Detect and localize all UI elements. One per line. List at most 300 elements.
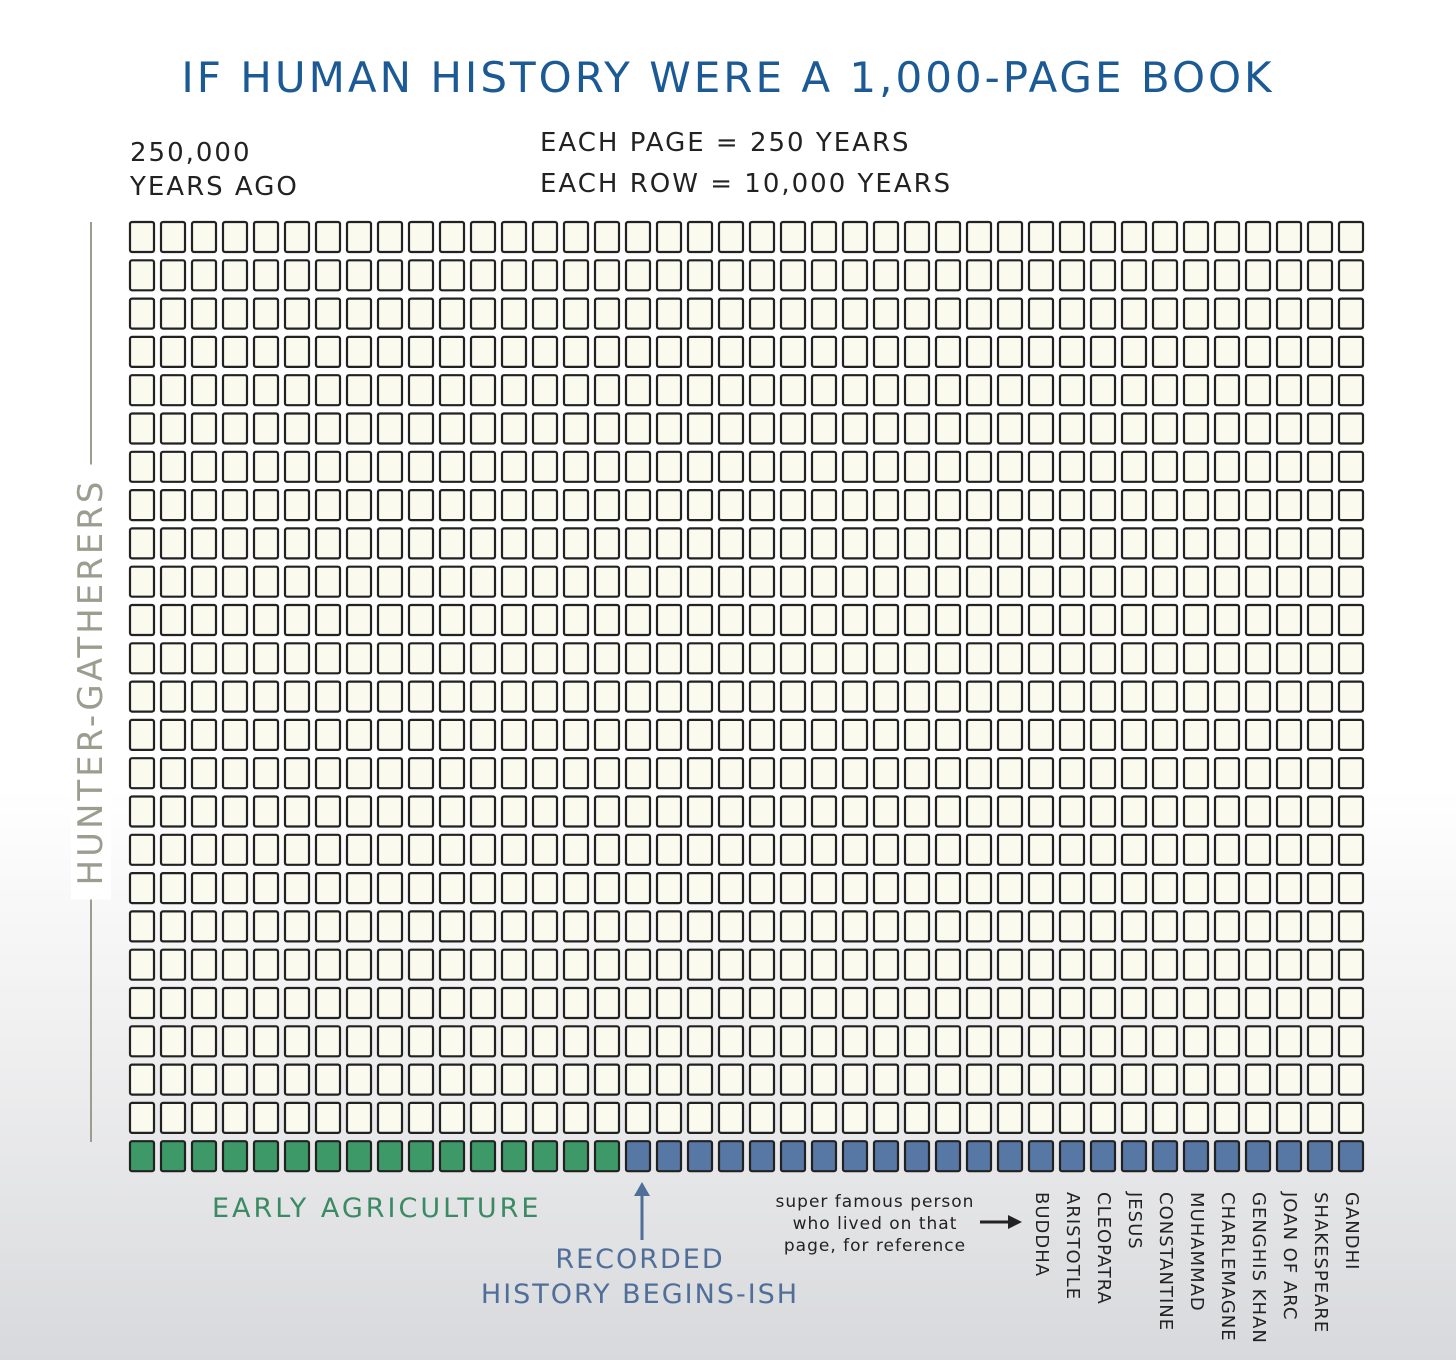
page-box: [502, 222, 526, 252]
page-box: [719, 299, 743, 329]
page-box: [1153, 375, 1177, 405]
page-box: [533, 337, 557, 367]
page-box: [130, 337, 154, 367]
page-box: [254, 950, 278, 980]
page-box: [750, 682, 774, 712]
page-box: [1339, 720, 1363, 750]
page-box: [719, 873, 743, 903]
page-box: [1029, 797, 1053, 827]
page-box: [998, 528, 1022, 558]
page-box: [471, 299, 495, 329]
page-box: [595, 1026, 619, 1056]
page-box: [1246, 911, 1270, 941]
page-box: [719, 988, 743, 1018]
page-box: [409, 873, 433, 903]
page-box: [626, 797, 650, 827]
page-box: [409, 222, 433, 252]
page-box: [781, 337, 805, 367]
page-box: [967, 222, 991, 252]
page-box: [564, 643, 588, 673]
page-box: [781, 1065, 805, 1095]
page-box: [1184, 299, 1208, 329]
page-box: [316, 490, 340, 520]
page-box: [1215, 643, 1239, 673]
page-box: [440, 797, 464, 827]
page-box: [843, 950, 867, 980]
page-box: [316, 758, 340, 788]
page-box: [967, 605, 991, 635]
page-box: [223, 337, 247, 367]
page-box: [1060, 490, 1084, 520]
page-box: [440, 222, 464, 252]
page-box-recorded-history: [1339, 1141, 1363, 1171]
page-box: [1339, 1026, 1363, 1056]
page-box: [1184, 835, 1208, 865]
page-box: [1308, 797, 1332, 827]
page-box: [440, 299, 464, 329]
page-box: [1184, 1103, 1208, 1133]
page-box: [564, 720, 588, 750]
page-box: [1184, 222, 1208, 252]
page-box: [1308, 911, 1332, 941]
page-box: [502, 758, 526, 788]
page-box: [564, 797, 588, 827]
page-box: [781, 873, 805, 903]
page-box: [440, 1026, 464, 1056]
scale-row-label: EACH ROW = 10,000 YEARS: [540, 169, 953, 199]
diagram-title: IF HUMAN HISTORY WERE A 1,000-PAGE BOOK: [181, 53, 1275, 102]
page-box: [130, 1103, 154, 1133]
page-box: [440, 873, 464, 903]
page-box: [1339, 490, 1363, 520]
page-box: [1184, 337, 1208, 367]
page-box: [688, 911, 712, 941]
page-box: [192, 797, 216, 827]
page-box: [1215, 528, 1239, 558]
page-box: [874, 299, 898, 329]
page-box: [192, 605, 216, 635]
page-box: [1184, 988, 1208, 1018]
page-box: [471, 720, 495, 750]
page-box: [781, 452, 805, 482]
page-box: [998, 720, 1022, 750]
page-box: [905, 1026, 929, 1056]
page-box: [1215, 1065, 1239, 1095]
page-box: [936, 797, 960, 827]
page-box: [626, 490, 650, 520]
page-box: [347, 337, 371, 367]
page-box: [688, 1065, 712, 1095]
page-box: [533, 911, 557, 941]
page-box: [347, 1065, 371, 1095]
page-box: [1215, 260, 1239, 290]
page-box: [719, 337, 743, 367]
page-box: [130, 682, 154, 712]
page-box: [936, 1065, 960, 1095]
page-box: [471, 643, 495, 673]
page-box: [1122, 720, 1146, 750]
page-box: [347, 911, 371, 941]
page-box: [812, 452, 836, 482]
page-box: [502, 1065, 526, 1095]
person-label: CHARLEMAGNE: [1217, 1192, 1238, 1342]
page-box: [1122, 414, 1146, 444]
page-box: [626, 643, 650, 673]
page-box: [533, 1103, 557, 1133]
page-box: [1091, 643, 1115, 673]
page-box: [285, 222, 309, 252]
page-box: [781, 605, 805, 635]
page-box: [1060, 299, 1084, 329]
page-box: [1339, 567, 1363, 597]
page-box: [1122, 452, 1146, 482]
page-box: [936, 720, 960, 750]
page-box: [502, 682, 526, 712]
page-box: [378, 682, 402, 712]
page-box: [1339, 988, 1363, 1018]
page-box: [1091, 988, 1115, 1018]
page-box-recorded-history: [1091, 1141, 1115, 1171]
page-box-recorded-history: [967, 1141, 991, 1171]
reference-note-line2: who lived on that: [792, 1214, 958, 1234]
page-box: [595, 797, 619, 827]
page-box: [1060, 337, 1084, 367]
page-box: [874, 528, 898, 558]
page-box: [998, 1026, 1022, 1056]
page-box: [626, 758, 650, 788]
recorded-history-line2: HISTORY BEGINS-ISH: [480, 1279, 800, 1310]
page-box: [657, 222, 681, 252]
page-box: [812, 1103, 836, 1133]
page-box: [1153, 835, 1177, 865]
page-box: [130, 414, 154, 444]
page-box: [1215, 605, 1239, 635]
page-box: [1277, 758, 1301, 788]
page-box: [750, 720, 774, 750]
page-box: [1246, 1065, 1270, 1095]
page-box: [1246, 1026, 1270, 1056]
page-box: [1184, 950, 1208, 980]
page-box: [1339, 299, 1363, 329]
page-box: [843, 337, 867, 367]
page-box: [812, 643, 836, 673]
page-box: [440, 260, 464, 290]
page-box: [533, 1065, 557, 1095]
page-box: [874, 1026, 898, 1056]
page-box: [1246, 528, 1270, 558]
page-box: [1308, 337, 1332, 367]
page-box: [1308, 643, 1332, 673]
page-box: [440, 375, 464, 405]
page-box: [595, 375, 619, 405]
page-box: [285, 911, 309, 941]
page-box: [285, 1103, 309, 1133]
page-box: [1308, 1026, 1332, 1056]
page-box: [874, 720, 898, 750]
page-box: [1091, 835, 1115, 865]
page-box: [564, 528, 588, 558]
page-box-agriculture: [440, 1141, 464, 1171]
page-box: [874, 988, 898, 1018]
page-box: [161, 414, 185, 444]
page-box: [1277, 567, 1301, 597]
page-box: [967, 528, 991, 558]
page-box: [1308, 452, 1332, 482]
page-box: [316, 567, 340, 597]
page-box: [533, 758, 557, 788]
page-box: [1029, 873, 1053, 903]
page-box: [409, 950, 433, 980]
page-box: [223, 605, 247, 635]
page-box: [781, 797, 805, 827]
page-box: [998, 605, 1022, 635]
page-box: [564, 222, 588, 252]
page-box: [750, 490, 774, 520]
page-box: [843, 720, 867, 750]
page-box: [719, 797, 743, 827]
page-box: [626, 720, 650, 750]
page-box: [161, 797, 185, 827]
page-box-agriculture: [130, 1141, 154, 1171]
page-box: [378, 528, 402, 558]
page-box: [1308, 835, 1332, 865]
page-box: [316, 375, 340, 405]
page-box: [347, 758, 371, 788]
page-box-recorded-history: [905, 1141, 929, 1171]
page-box: [285, 337, 309, 367]
page-box: [1029, 605, 1053, 635]
page-box-recorded-history: [626, 1141, 650, 1171]
page-box: [564, 260, 588, 290]
page-box: [1246, 452, 1270, 482]
page-box: [409, 1065, 433, 1095]
page-box: [1029, 835, 1053, 865]
page-box: [998, 682, 1022, 712]
page-box: [1308, 260, 1332, 290]
page-box-agriculture: [223, 1141, 247, 1171]
page-box: [998, 950, 1022, 980]
page-box: [1029, 337, 1053, 367]
page-box: [719, 260, 743, 290]
page-box: [533, 1026, 557, 1056]
page-box: [161, 452, 185, 482]
page-box: [781, 988, 805, 1018]
page-box: [161, 490, 185, 520]
page-box: [998, 873, 1022, 903]
page-box-recorded-history: [1029, 1141, 1053, 1171]
page-box: [1308, 528, 1332, 558]
page-box: [502, 1103, 526, 1133]
page-box: [533, 605, 557, 635]
page-box: [874, 375, 898, 405]
page-box: [874, 337, 898, 367]
page-box: [1339, 452, 1363, 482]
page-box: [1029, 1065, 1053, 1095]
page-box: [409, 490, 433, 520]
page-box: [161, 835, 185, 865]
page-box: [998, 911, 1022, 941]
page-box: [1215, 414, 1239, 444]
page-box: [192, 643, 216, 673]
page-box: [316, 873, 340, 903]
page-box-agriculture: [595, 1141, 619, 1171]
page-box: [130, 720, 154, 750]
page-box: [1339, 528, 1363, 558]
page-box: [1029, 911, 1053, 941]
page-box: [223, 567, 247, 597]
page-box: [843, 682, 867, 712]
page-box-recorded-history: [874, 1141, 898, 1171]
page-box: [533, 835, 557, 865]
page-box: [285, 260, 309, 290]
page-box: [1339, 1103, 1363, 1133]
page-box: [254, 375, 278, 405]
page-box: [874, 567, 898, 597]
page-box: [874, 222, 898, 252]
page-box: [657, 873, 681, 903]
page-box: [688, 1026, 712, 1056]
page-box: [657, 490, 681, 520]
page-box: [595, 605, 619, 635]
page-box: [1277, 605, 1301, 635]
page-box: [316, 911, 340, 941]
page-box: [1339, 873, 1363, 903]
page-box: [781, 260, 805, 290]
page-box: [998, 1065, 1022, 1095]
page-box-agriculture: [409, 1141, 433, 1171]
page-box: [1339, 797, 1363, 827]
page-box: [1339, 337, 1363, 367]
page-box: [1122, 567, 1146, 597]
page-box: [688, 758, 712, 788]
page-box: [285, 835, 309, 865]
page-box: [254, 720, 278, 750]
page-box: [843, 911, 867, 941]
page-box: [1339, 758, 1363, 788]
page-box: [998, 452, 1022, 482]
page-box: [378, 605, 402, 635]
page-box: [1060, 720, 1084, 750]
page-box: [254, 682, 278, 712]
page-box: [1308, 682, 1332, 712]
page-box: [905, 567, 929, 597]
page-box: [812, 911, 836, 941]
page-box: [688, 950, 712, 980]
page-box: [130, 797, 154, 827]
page-box: [378, 567, 402, 597]
page-box: [719, 414, 743, 444]
page-box: [657, 528, 681, 558]
page-box: [1277, 1103, 1301, 1133]
page-box: [409, 337, 433, 367]
page-box: [936, 414, 960, 444]
page-box: [316, 950, 340, 980]
page-box: [1091, 490, 1115, 520]
page-box: [998, 1103, 1022, 1133]
page-box: [192, 720, 216, 750]
page-box: [1308, 1103, 1332, 1133]
page-box: [223, 1103, 247, 1133]
page-box: [1308, 375, 1332, 405]
page-box: [1060, 375, 1084, 405]
page-box: [905, 260, 929, 290]
page-box: [564, 682, 588, 712]
page-box: [843, 528, 867, 558]
page-box: [347, 720, 371, 750]
page-box: [471, 414, 495, 444]
page-box: [471, 950, 495, 980]
page-box: [409, 797, 433, 827]
page-box: [874, 605, 898, 635]
page-box: [1246, 720, 1270, 750]
page-box: [161, 260, 185, 290]
page-box: [967, 911, 991, 941]
page-box: [657, 414, 681, 444]
page-box: [1153, 873, 1177, 903]
page-box: [967, 873, 991, 903]
page-box: [130, 567, 154, 597]
page-box: [564, 1065, 588, 1095]
page-box: [905, 299, 929, 329]
page-box: [1029, 299, 1053, 329]
page-box: [1029, 567, 1053, 597]
page-box: [967, 720, 991, 750]
page-box: [657, 720, 681, 750]
page-box: [905, 490, 929, 520]
start-label-line1: 250,000: [130, 138, 252, 168]
page-box: [626, 222, 650, 252]
page-box: [192, 222, 216, 252]
page-box: [781, 758, 805, 788]
page-box: [254, 337, 278, 367]
page-box: [1153, 260, 1177, 290]
page-box: [564, 950, 588, 980]
page-box: [471, 1026, 495, 1056]
page-box: [905, 1065, 929, 1095]
page-box: [750, 567, 774, 597]
page-box: [409, 1103, 433, 1133]
page-box: [564, 911, 588, 941]
page-box: [812, 528, 836, 558]
page-box: [564, 873, 588, 903]
page-box: [533, 643, 557, 673]
page-box: [1029, 452, 1053, 482]
page-box: [378, 375, 402, 405]
page-box: [595, 988, 619, 1018]
page-box: [874, 1065, 898, 1095]
page-box: [316, 835, 340, 865]
page-box: [874, 490, 898, 520]
page-box: [874, 835, 898, 865]
page-box: [657, 835, 681, 865]
page-box: [440, 528, 464, 558]
page-box: [595, 643, 619, 673]
page-box: [502, 337, 526, 367]
page-box: [1184, 567, 1208, 597]
page-box: [254, 1065, 278, 1095]
page-box: [533, 414, 557, 444]
person-label: JOAN OF ARC: [1279, 1192, 1300, 1321]
page-box: [223, 797, 247, 827]
page-box: [254, 1103, 278, 1133]
page-box: [254, 797, 278, 827]
page-box: [905, 452, 929, 482]
page-box: [905, 835, 929, 865]
page-box: [130, 643, 154, 673]
page-box: [812, 835, 836, 865]
page-box: [812, 567, 836, 597]
page-box: [719, 528, 743, 558]
